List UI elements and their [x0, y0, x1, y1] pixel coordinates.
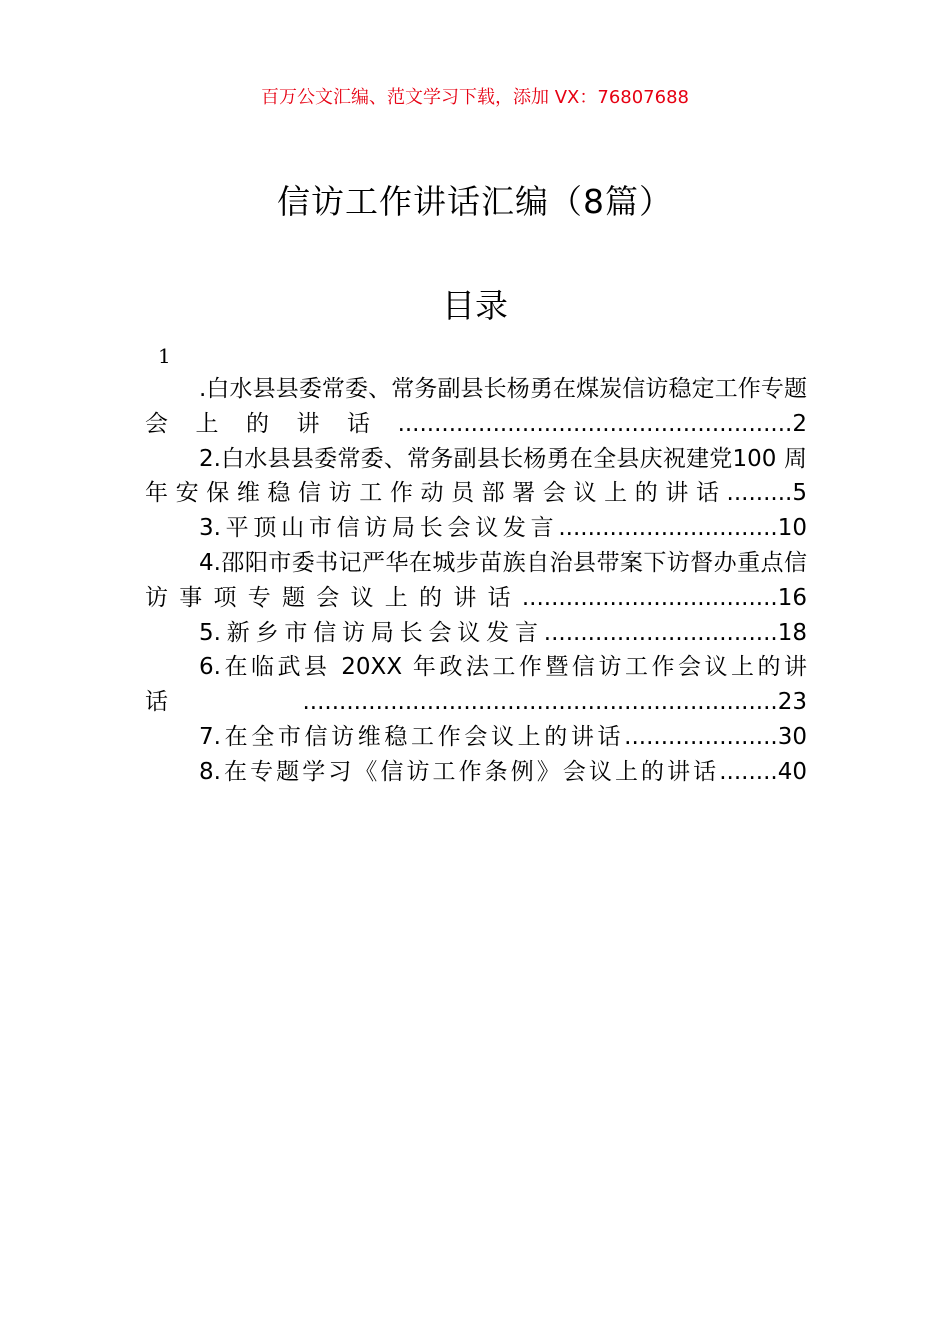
toc-entry-page: 18 — [777, 619, 807, 646]
toc-entry-leader: ...................................................... — [397, 410, 793, 437]
toc-entry[interactable] — [145, 720, 807, 755]
toc-heading: 目录 — [442, 286, 508, 325]
toc-entry-label: 4.邵阳市委书记严华在城步苗族自治县带案下访督办重点信访事项专题会议上的讲话 — [145, 549, 807, 611]
toc-entry[interactable] — [145, 372, 807, 442]
toc-entry[interactable] — [145, 755, 807, 790]
toc-entry-label: 2.白水县县委常委、常务副县长杨勇在全县庆祝建党100 周年安保维稳信访工作动员部署会议上的讲话 — [145, 445, 807, 507]
document-title: 信访工作讲话汇编（8篇） — [277, 182, 673, 221]
toc-entry-label: 6.在临武县 20XX 年政法工作暨信访工作会议上的讲话 — [145, 654, 807, 716]
header-watermark-note: 百万公文汇编、范文学习下载，添加 VX：76807688 — [261, 87, 689, 108]
toc-entry[interactable] — [145, 511, 807, 546]
toc-entry[interactable] — [145, 442, 807, 512]
toc-entry-leader: .............................. — [558, 515, 778, 542]
toc-entry-label: .白水县县委常委、常务副县长杨勇在煤炭信访稳定工作专题会上的讲话 — [145, 376, 807, 437]
toc-entry-page: 10 — [777, 515, 807, 542]
toc-entry[interactable] — [145, 650, 807, 720]
table-of-contents — [145, 372, 807, 790]
toc-entry-label: 3.平顶山市信访局长会议发言 — [199, 515, 559, 542]
toc-entry-leader: ................................................................. — [302, 689, 778, 716]
stray-page-number: 1 — [158, 344, 171, 368]
toc-entry-page: 40 — [777, 758, 807, 785]
toc-entry-label: 5.新乡市信访局长会议发言 — [199, 619, 544, 646]
toc-entry-leader: ........ — [719, 758, 778, 785]
toc-entry-page: 2 — [792, 410, 807, 437]
toc-entry-label: 7.在全市信访维稳工作会议上的讲话 — [199, 723, 625, 750]
toc-entry-page: 5 — [792, 480, 807, 507]
toc-entry-label: 8.在专题学习《信访工作条例》会议上的讲话 — [199, 758, 720, 785]
toc-entry-leader: ................................ — [543, 619, 778, 646]
toc-entry[interactable] — [145, 546, 807, 616]
toc-entry-leader: ..................... — [624, 723, 778, 750]
toc-entry-page: 23 — [777, 689, 807, 716]
toc-entry-leader: ......... — [726, 480, 793, 507]
toc-entry-leader: ................................... — [521, 584, 778, 611]
toc-entry-page: 30 — [777, 723, 807, 750]
toc-entry[interactable] — [145, 616, 807, 651]
toc-entry-page: 16 — [777, 584, 807, 611]
